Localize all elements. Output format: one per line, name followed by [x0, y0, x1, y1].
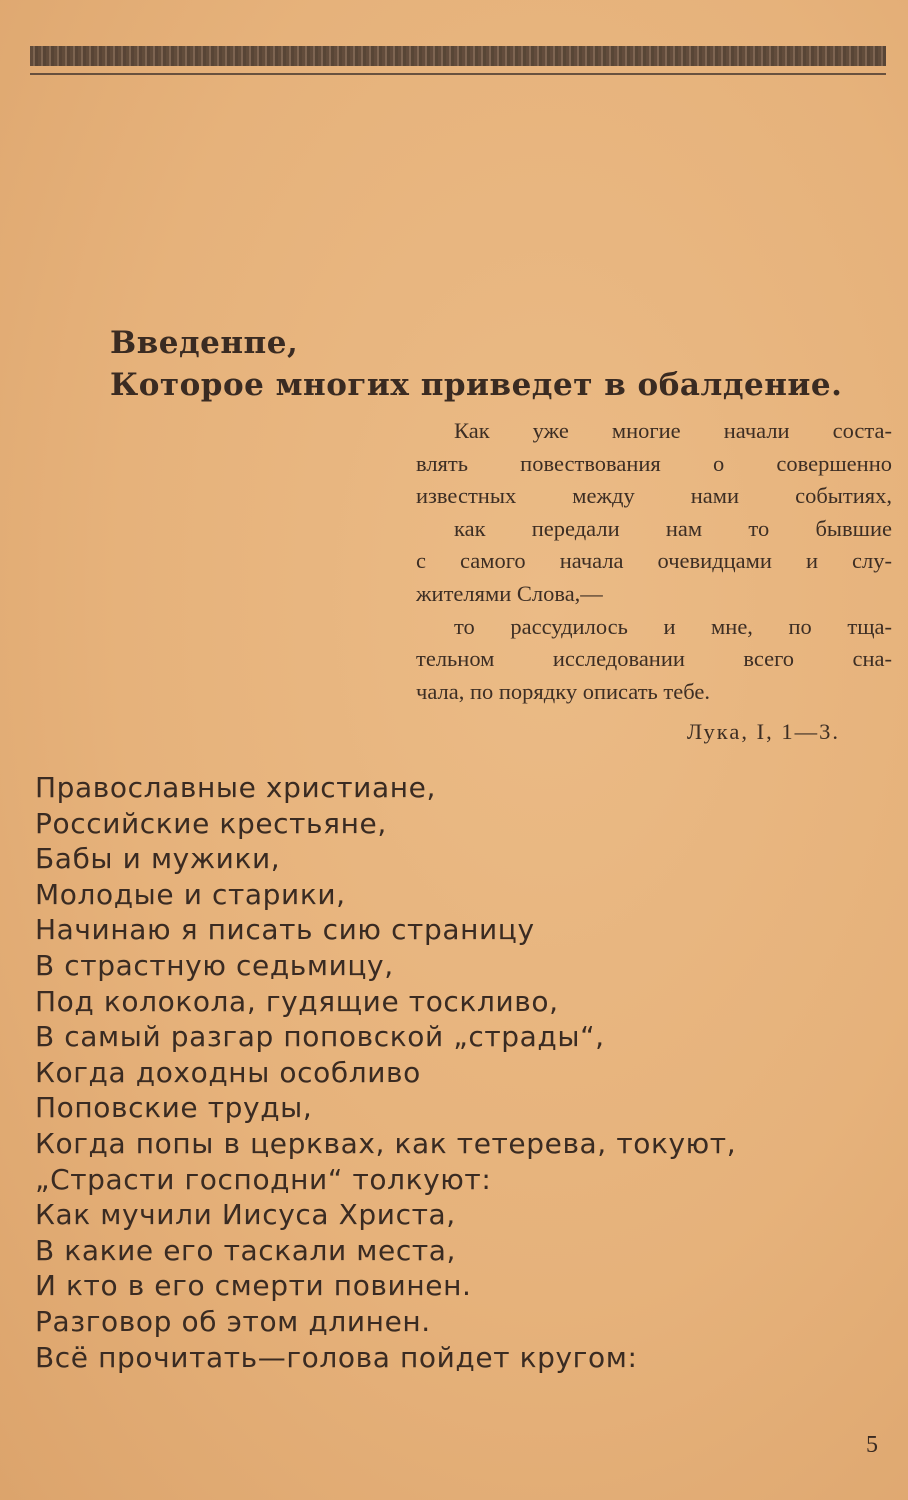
poem-line: В страстную седьмицу,	[35, 948, 394, 982]
poem-line: Православные христиане,	[35, 771, 436, 804]
poem-line: Молодые и старики,	[35, 877, 346, 911]
poem-line: Всё прочитать—голова пойдет кругом:	[35, 1340, 638, 1374]
poem-line: Бабы и мужики,	[35, 842, 281, 876]
epigraph-line: жителями Слова,—	[416, 580, 603, 606]
poem-line: Разговор об этом длинен.	[35, 1304, 431, 1338]
poem-line: В какие его таскали места,	[35, 1233, 457, 1267]
poem-line: Когда доходны особливо	[35, 1055, 421, 1089]
epigraph-line: чала, по порядку описать тебе.	[416, 678, 711, 704]
poem-line: „Страсти господни“ толкуют:	[35, 1162, 492, 1196]
epigraph	[416, 415, 892, 749]
epigraph-line: как передали нам то бывшие	[454, 515, 892, 541]
epigraph-line: то рассудилось и мне, по тща-	[454, 613, 892, 639]
poem-text	[35, 770, 865, 1375]
page-number: 5	[866, 1432, 878, 1458]
epigraph-source: Лука, I, 1—3.	[686, 719, 840, 745]
poem-line: Российские крестьяне,	[35, 806, 387, 840]
chapter-heading	[110, 322, 870, 406]
heading-line-2: Которое многих приведет в обалдение.	[110, 367, 843, 403]
epigraph-line: известных между нами событиях,	[416, 483, 892, 509]
poem-line: Под колокола, гудящие тоскливо,	[35, 984, 559, 1018]
poem-line: Когда попы в церквах, как тетерева, токуют,	[35, 1126, 737, 1160]
epigraph-line: тельном исследовании всего сна-	[416, 646, 892, 672]
header-rule	[30, 73, 886, 75]
poem-line: И кто в его смерти повинен.	[35, 1269, 472, 1303]
poem-line: Начинаю я писать сию страницу	[35, 913, 535, 947]
poem-line: В самый разгар поповской „страды“,	[35, 1020, 605, 1054]
epigraph-line: Как уже многие начали соста-	[454, 418, 892, 443]
poem-line: Как мучили Иисуса Христа,	[35, 1198, 456, 1232]
decorative-header-band	[30, 46, 886, 66]
poem-line: Поповские труды,	[35, 1091, 313, 1125]
epigraph-line: с самого начала очевидцами и слу-	[416, 548, 892, 574]
heading-line-1: Введенпе,	[110, 325, 299, 361]
epigraph-line: влять повествования о совершенно	[416, 450, 892, 476]
